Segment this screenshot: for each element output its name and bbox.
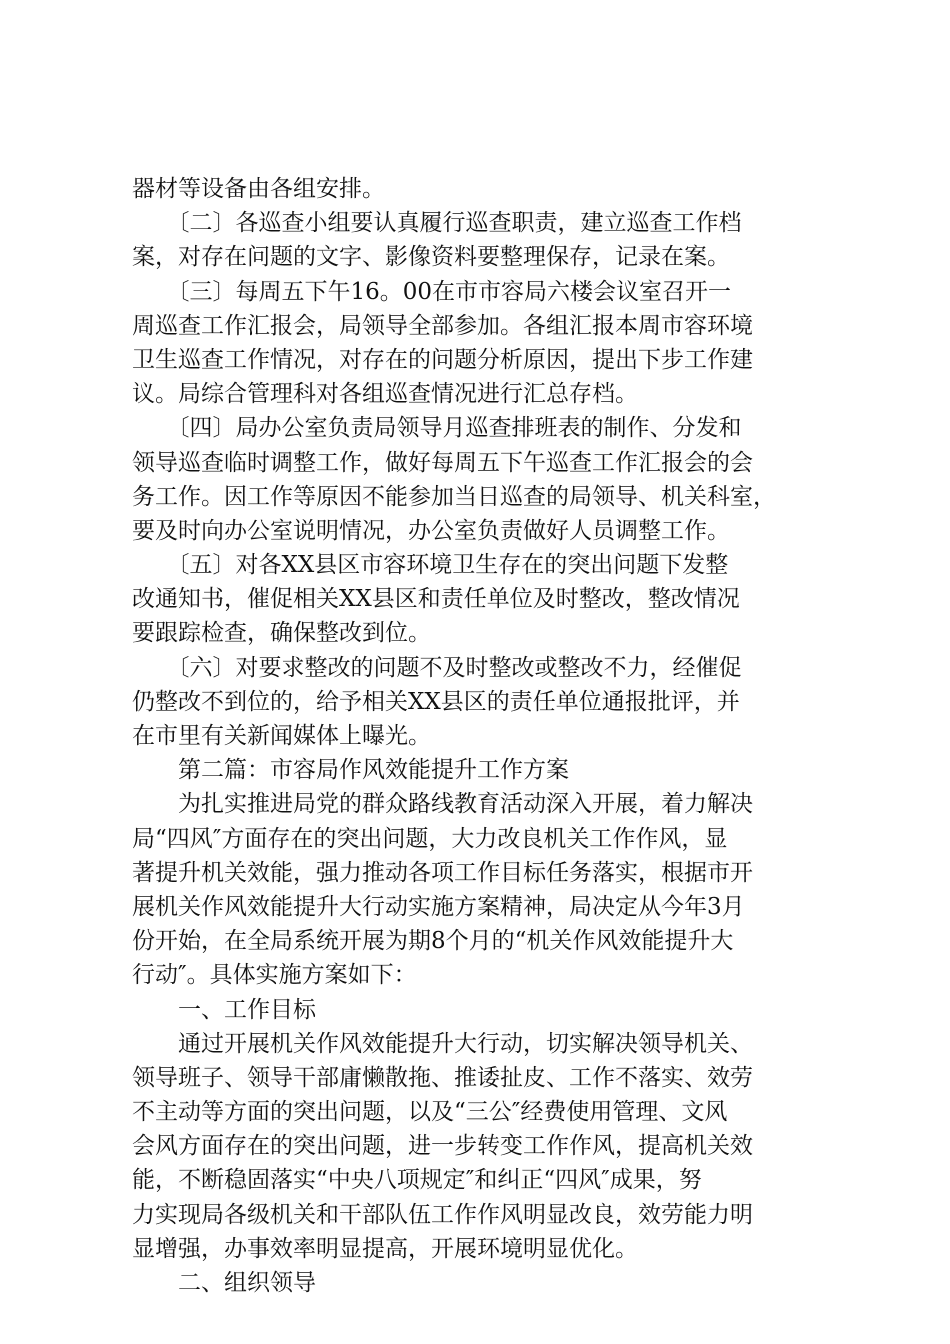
text-line: 不主动等方面的突出问题，以及“三公″经费使用管理、文风 bbox=[132, 1099, 728, 1126]
text-line: 行动″。具体实施方案如下： bbox=[132, 962, 417, 989]
text-line: 著提升机关效能，强力推动各项工作目标任务落实，根据市开 bbox=[132, 859, 753, 886]
subsection-heading: 一、工作目标 bbox=[132, 996, 316, 1023]
text-line: 会风方面存在的突出问题，进一步转变工作作风，提高机关效 bbox=[132, 1133, 753, 1160]
text-line: 在市里有关新闻媒体上曝光。 bbox=[132, 723, 431, 749]
section-heading: 第二篇：市容局作风效能提升工作方案 bbox=[132, 757, 569, 784]
text-line: 器材等设备由各组安排。 bbox=[132, 176, 385, 202]
text-line: 仍整改不到位的，给予相关XX县区的责任单位通报批评，并 bbox=[132, 688, 740, 715]
text-line: 〔二〕各巡查小组要认真履行巡查职责，建立巡查工作档 bbox=[132, 210, 742, 237]
text-line: 力实现局各级机关和干部队伍工作作风明显改良，效劳能力明 bbox=[132, 1201, 753, 1228]
text-line: 展机关作风效能提升大行动实施方案精神，局决定从今年3月 bbox=[132, 893, 745, 920]
text-line: 要及时向办公室说明情况，办公室负责做好人员调整工作。 bbox=[132, 517, 730, 544]
text-line: 领导巡查临时调整工作，做好每周五下午巡查工作汇报会的会 bbox=[132, 449, 753, 476]
document-body bbox=[132, 172, 837, 1300]
text-line: 为扎实推进局党的群众路线教育活动深入开展，着力解决 bbox=[132, 791, 753, 818]
text-line: 能，不断稳固落实“中央八项规定″和纠正“四风″成果，努 bbox=[132, 1167, 702, 1194]
text-line: 通过开展机关作风效能提升大行动，切实解决领导机关、 bbox=[132, 1030, 753, 1057]
text-line: 领导班子、领导干部庸懒散拖、推诿扯皮、工作不落实、效劳 bbox=[132, 1064, 753, 1091]
text-line: 案，对存在问题的文字、影像资料要整理保存，记录在案。 bbox=[132, 244, 730, 271]
text-line: 〔五〕对各XX县区市容环境卫生存在的突出问题下发整 bbox=[132, 552, 729, 579]
text-line: 议。局综合管理科对各组巡查情况进行汇总存档。 bbox=[132, 381, 638, 408]
text-line: 显增强，办事效率明显提高，开展环境明显优化。 bbox=[132, 1235, 638, 1262]
text-line: 〔三〕每周五下午16。00在市市容局六楼会议室召开一 bbox=[132, 278, 732, 305]
text-line: 要跟踪检查，确保整改到位。 bbox=[132, 620, 431, 647]
text-line: 〔六〕对要求整改的问题不及时整改或整改不力，经催促 bbox=[132, 654, 742, 681]
subsection-heading: 二、组织领导 bbox=[132, 1270, 316, 1296]
text-line: 卫生巡查工作情况，对存在的问题分析原因，提出下步工作建 bbox=[132, 346, 753, 373]
text-line: 周巡查工作汇报会，局领导全部参加。各组汇报本周市容环境 bbox=[132, 312, 753, 339]
text-line: 务工作。因工作等原因不能参加当日巡查的局领导、机关科室， bbox=[132, 483, 776, 510]
text-line: 改通知书，催促相关XX县区和责任单位及时整改，整改情况 bbox=[132, 586, 740, 613]
text-line: 局“四风″方面存在的突出问题，大力改良机关工作作风，显 bbox=[132, 825, 728, 852]
text-line: 份开始，在全局系统开展为期8个月的“机关作风效能提升大 bbox=[132, 928, 734, 955]
text-line: 〔四〕局办公室负责局领导月巡查排班表的制作、分发和 bbox=[132, 415, 742, 442]
